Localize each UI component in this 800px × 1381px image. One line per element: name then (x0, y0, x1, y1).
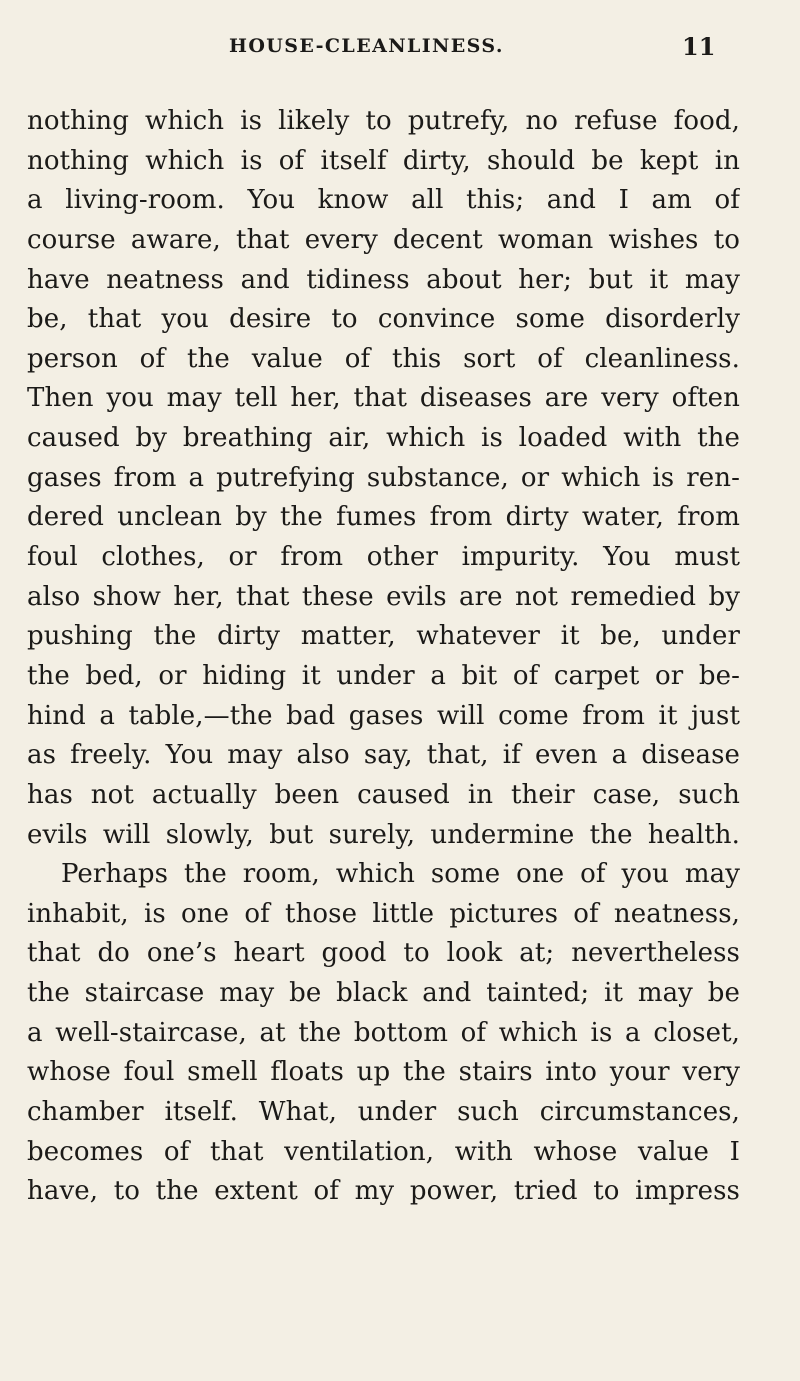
text-line: dered unclean by the fumes from dirty water, from (27, 502, 740, 533)
text-line: pushing the dirty matter, whatever it be, under (27, 621, 740, 652)
text-line: the staircase may be black and tainted; it may be (27, 978, 740, 1009)
text-line: becomes of that ventilation, with whose value I (27, 1136, 740, 1167)
text-line: as freely. You may also say, that, if even a disease (27, 740, 740, 771)
text-line: a well-staircase, at the bottom of which is a closet, (27, 1017, 740, 1048)
text-line: person of the value of this sort of cleanliness. (27, 343, 740, 374)
text-line: the bed, or hiding it under a bit of carpet or be- (27, 660, 740, 691)
text-line: Then you may tell her, that diseases are very often (27, 383, 740, 414)
body-text (27, 102, 740, 1377)
running-head: HOUSE-CLEANLINESS. (229, 35, 504, 57)
paragraph-start-line: Perhaps the room, which some one of you may (61, 859, 740, 890)
text-line: has not actually been caused in their case, such (27, 779, 740, 810)
text-line: nothing which is likely to putrefy, no refuse food, (27, 106, 740, 136)
text-line: foul clothes, or from other impurity. You must (27, 542, 740, 573)
text-line: that do one’s heart good to look at; nevertheless (27, 938, 740, 969)
text-line: evils will slowly, but surely, undermine the health. (27, 819, 740, 850)
page-number: 11 (682, 32, 716, 61)
text-line: inhabit, is one of those little pictures of neatness, (27, 898, 740, 929)
text-line: hind a table,—the bad gases will come from it just (27, 700, 740, 731)
text-line: have neatness and tidiness about her; but it may (27, 264, 740, 295)
text-line: a living-room. You know all this; and I am of (27, 185, 740, 216)
text-line: have, to the extent of my power, tried to impress (27, 1176, 740, 1207)
text-line: be, that you desire to convince some disorderly (27, 304, 740, 335)
text-line: course aware, that every decent woman wishes to (27, 224, 740, 255)
text-line: chamber itself. What, under such circumstances, (27, 1097, 740, 1128)
text-line: nothing which is of itself dirty, should be kept in (27, 145, 740, 176)
text-line: also show her, that these evils are not remedied by (27, 581, 740, 612)
text-line: caused by breathing air, which is loaded with the (27, 423, 740, 454)
text-line: whose foul smell floats up the stairs into your very (27, 1057, 740, 1088)
text-line: gases from a putrefying substance, or which is ren- (27, 462, 740, 493)
page-header (0, 28, 800, 68)
